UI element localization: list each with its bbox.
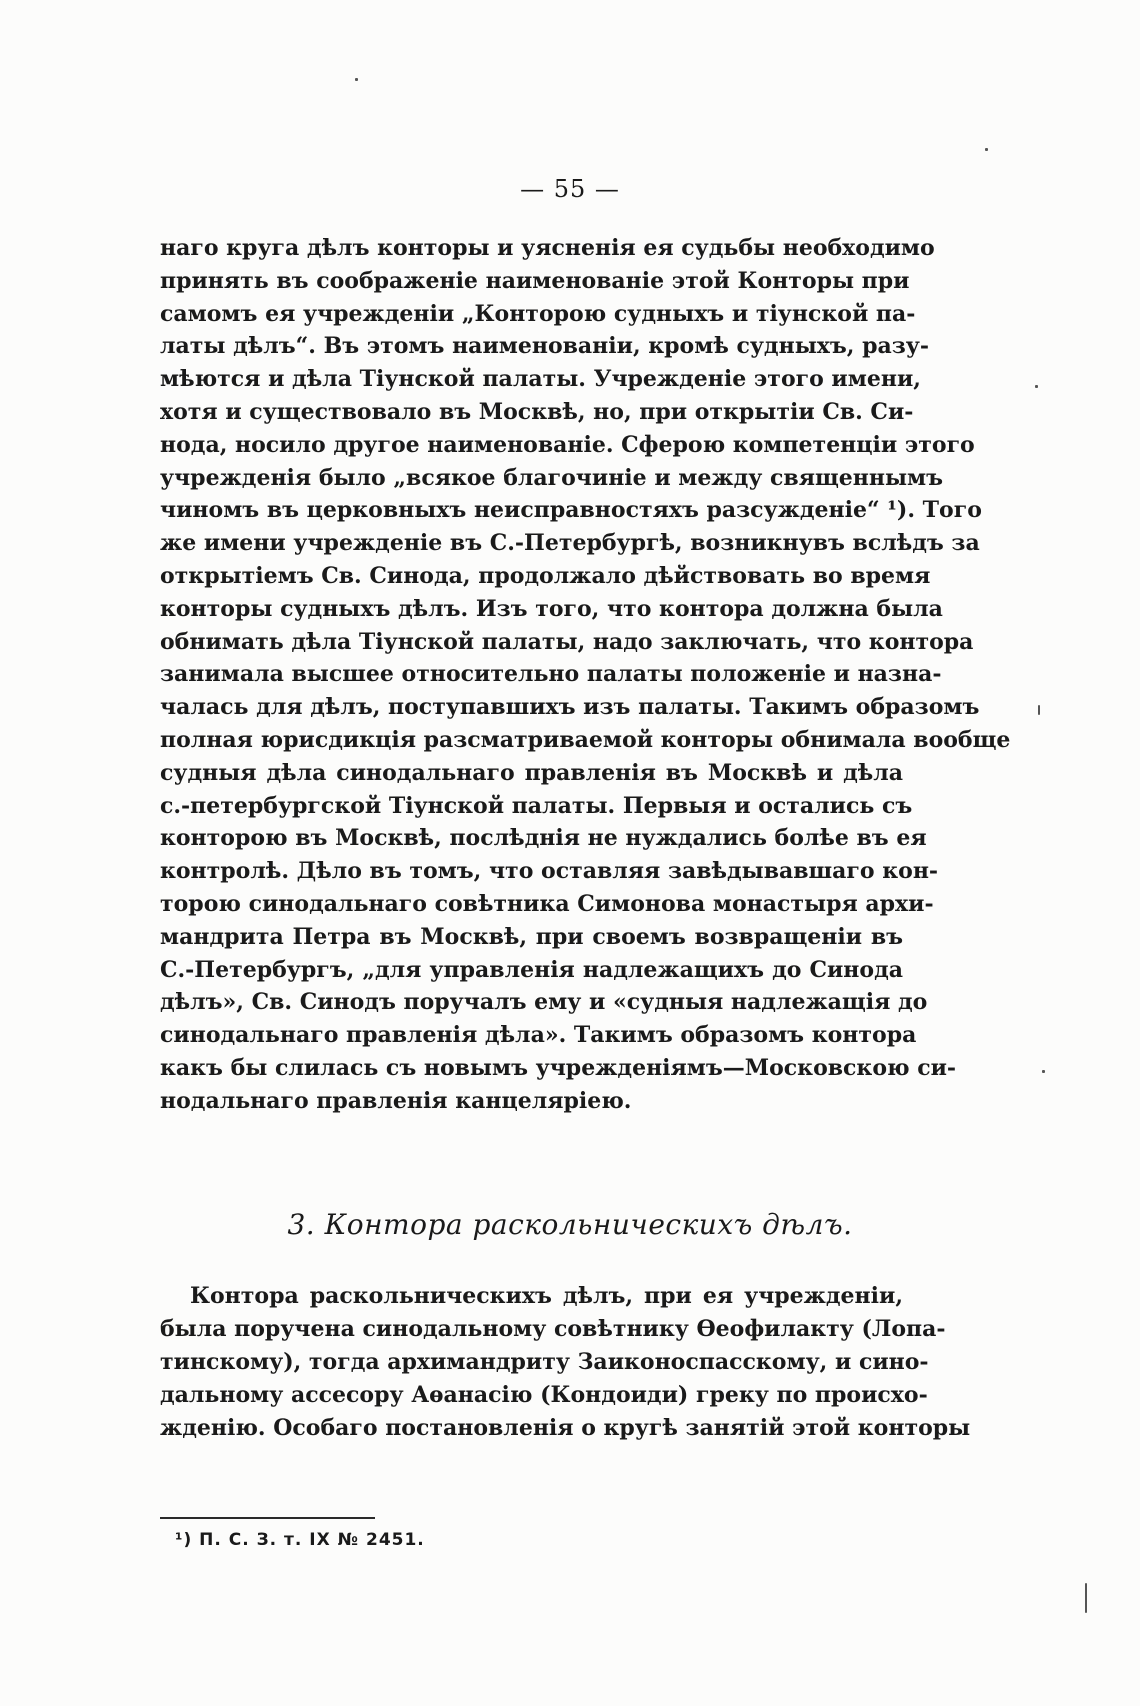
scan-speck [985,148,988,151]
text-line: Контора раскольническихъ дѣлъ, при ея учрежденіи, [190,1283,903,1309]
text-line: же имени учрежденіе въ С.-Петербургѣ, возникнувъ вслѣдъ за [160,530,980,557]
text-line: нода, носило другое наименованіе. Сферою компетенціи этого [160,431,975,458]
text-line: чиномъ въ церковныхъ неисправностяхъ разсужденіе“ ¹). Того [160,497,982,524]
page-number: — 55 — [520,175,620,203]
text-line: торою синодальнаго совѣтника Симонова монастыря архи- [160,890,934,917]
text-line: тинскому), тогда архимандриту Заиконоспасскому, и сино- [160,1349,929,1375]
text-line: чалась для дѣлъ, поступавшихъ изъ палаты. Такимъ образомъ [160,694,980,721]
text-line: обнимать дѣла Тіунской палаты, надо заключать, что контора [160,628,974,655]
text-line: синодальнаго правленія дѣла». Такимъ образомъ контора [160,1022,917,1049]
text-line: жденію. Особаго постановленія о кругѣ занятій этой конторы [160,1415,971,1441]
text-line: мандрита Петра въ Москвѣ, при своемъ возвращеніи въ [160,923,903,950]
text-line: самомъ ея учрежденіи „Конторою судныхъ и тіунской па- [160,300,916,327]
paragraph-section-3 [160,1280,971,1445]
text-line: нодальнаго правленія канцеляріею. [160,1087,632,1114]
text-line: принять въ соображеніе наименованіе этой Конторы при [160,267,910,294]
text-line: учрежденія было „всякое благочиніе и между священнымъ [160,464,944,491]
text-line: полная юрисдикція разсматриваемой конторы обнимала вообще [160,726,1011,753]
footnote: ¹) П. С. З. т. IX № 2451. [175,1530,425,1550]
text-line: с.-петербургской Тіунской палаты. Первыя и остались съ [160,792,913,819]
text-line: конторы судныхъ дѣлъ. Изъ того, что контора должна была [160,595,943,622]
text-line: С.-Петербургъ, „для управленія надлежащихъ до Синода [160,956,903,983]
text-line: наго круга дѣлъ конторы и уясненія ея судьбы необходимо [160,235,935,261]
text-line: контролѣ. Дѣло въ томъ, что оставляя завѣдывавшаго кон- [160,858,939,885]
paragraph-continued [160,232,1011,1118]
scan-speck [1035,385,1038,388]
text-line: дальному ассесору Аѳанасію (Кондоиди) греку по происхо- [160,1382,928,1408]
text-line: открытіемъ Св. Синода, продолжало дѣйствовать во время [160,562,931,589]
scan-speck [1085,1583,1087,1613]
scan-speck [355,78,358,81]
text-line: занимала высшее относительно палаты положеніе и назна- [160,661,942,688]
text-line: латы дѣлъ“. Въ этомъ наименованіи, кромѣ судныхъ, разу- [160,333,929,360]
scan-speck [1042,1070,1045,1073]
text-line: мѣются и дѣла Тіунской палаты. Учрежденіе этого имени, [160,366,921,393]
scan-speck [1038,705,1040,715]
text-line: хотя и существовало въ Москвѣ, но, при открытіи Св. Си- [160,398,914,425]
footnote-divider [160,1517,375,1519]
text-line: конторою въ Москвѣ, послѣднія не нуждались болѣе въ ея [160,825,927,852]
text-line: дѣлъ», Св. Синодъ поручалъ ему и «судныя надлежащія до [160,989,928,1016]
text-line: судныя дѣла синодальнаго правленія въ Москвѣ и дѣла [160,759,903,786]
section-heading: 3. Контора раскольническихъ дѣлъ. [287,1208,853,1241]
text-line: была поручена синодальному совѣтнику Ѳеофилакту (Лопа- [160,1316,946,1342]
text-line: какъ бы слилась съ новымъ учрежденіямъ—Московскою си- [160,1054,957,1081]
